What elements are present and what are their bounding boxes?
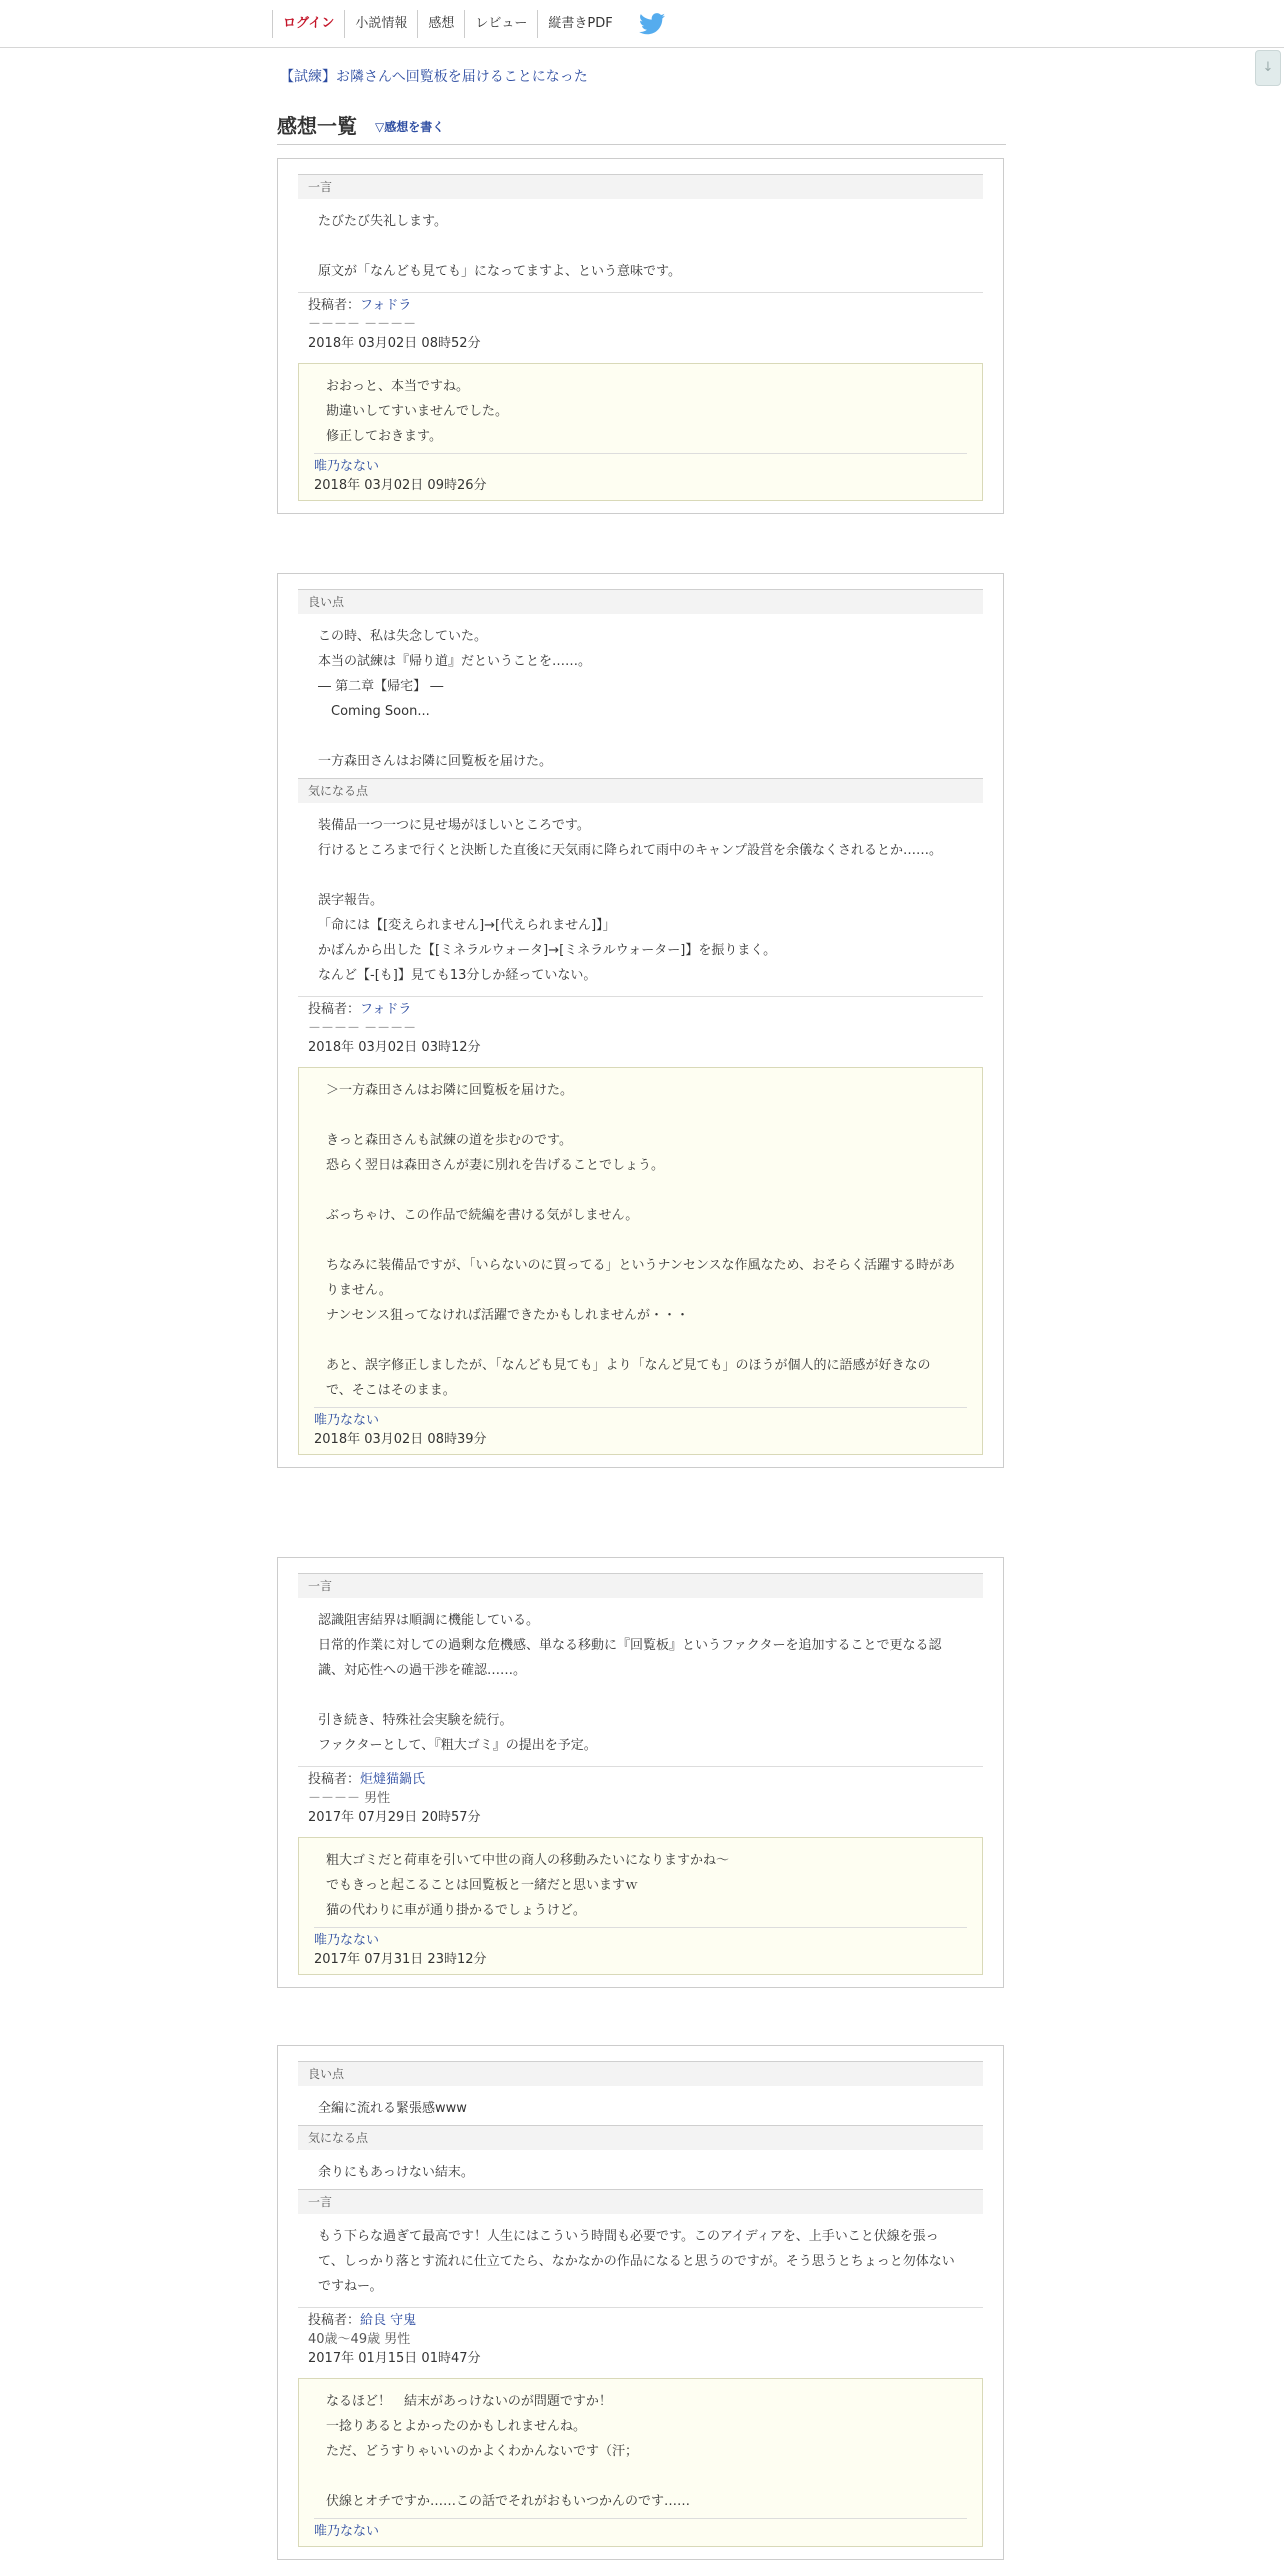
author-meta: 40歳～49歳 男性 <box>308 2332 411 2347</box>
reply-line: なるほど！ 結末があっけないのが問題ですか！ <box>326 2394 612 2409</box>
author-reply <box>298 363 983 501</box>
reply-author[interactable]: 唯乃なない <box>314 1413 380 1428</box>
comment-line: 一方森田さんはお隣に回覧板を届けた。 <box>318 754 553 769</box>
post-date: 2018年 03月02日 08時52分 <box>308 336 481 351</box>
reply-date: 2018年 03月02日 08時39分 <box>314 1432 487 1447</box>
author-meta: －－－－ 男性 <box>308 1791 391 1806</box>
comment-line: 誤字報告。 <box>318 893 384 908</box>
reply-line: ただ、どうすりゃいいのかよくわかんないです（汗； <box>326 2444 639 2459</box>
comment-line: たびたび失礼します。 <box>318 214 447 229</box>
author-link[interactable]: 給良 守鬼 <box>360 2313 417 2328</box>
author-meta: －－－－ －－－－ <box>308 1021 417 1036</box>
review-card <box>277 573 1004 1468</box>
author-prefix: 投稿者： <box>308 1002 361 1017</box>
reply-line <box>326 1228 955 1253</box>
author-info <box>298 1766 983 1827</box>
nav-login-link[interactable]: ログイン <box>272 10 344 38</box>
write-impression-link[interactable]: ▽感想を書く <box>375 120 445 134</box>
reply-line: ナンセンス狙ってなければ活躍できたかもしれませんが・・・ <box>326 1308 689 1323</box>
comment-line: 装備品一つ一つに見せ場がほしいところです。 <box>318 818 590 833</box>
author-reply <box>298 1837 983 1975</box>
reply-line <box>326 2464 955 2489</box>
reply-line: 猫の代わりに車が通り掛かるでしょうけど。 <box>326 1903 586 1918</box>
nav-impressions-link[interactable]: 感想 <box>417 10 464 38</box>
comment-line <box>318 1683 963 1708</box>
reply-footer <box>314 1927 967 1971</box>
post-date: 2017年 07月29日 20時57分 <box>308 1810 481 1825</box>
reply-line: 伏線とオチですか……この話でそれがおもいつかんのです…… <box>326 2494 691 2509</box>
comment-line: 日常的作業に対しての過剰な危機感、単なる移動に『回覧板』というファクターを追加することで更なる認識、対応性への過干渉を確認……。 <box>318 1638 942 1678</box>
section-label: 一言 <box>298 2189 983 2214</box>
section-body <box>298 2150 983 2189</box>
comment-line: 余りにもあっけない結末。 <box>318 2165 474 2180</box>
author-reply <box>298 1067 983 1455</box>
comment-line: この時、私は失念していた。 <box>318 629 488 644</box>
twitter-bird-icon[interactable] <box>639 13 665 35</box>
comment-line: 原文が「なんども見ても」になってますよ、という意味です。 <box>318 264 681 279</box>
reply-line: 粗大ゴミだと荷車を引いて中世の商人の移動みたいになりますかね～ <box>326 1853 730 1868</box>
comment-line: かばんから出した【[ミネラルウォータ]→[ミネラルウォーター]】を振りまく。 <box>318 943 777 958</box>
section-body <box>298 614 983 778</box>
reply-line: ちなみに装備品ですが、「いらないのに買ってる」というナンセンスな作風なため、おそらく活躍する時がありません。 <box>326 1258 955 1298</box>
reply-body <box>314 2389 967 2518</box>
reply-author[interactable]: 唯乃なない <box>314 2524 380 2539</box>
reply-date: 2018年 03月02日 09時26分 <box>314 478 487 493</box>
section-body <box>298 2086 983 2125</box>
comment-line: なんど【-[も]】見ても13分しか経っていない。 <box>318 968 597 983</box>
author-row <box>308 296 973 315</box>
nav-vertical-pdf-link[interactable]: 縦書きPDF <box>537 10 622 38</box>
comment-line: 認識阻害結界は順調に機能している。 <box>318 1613 540 1628</box>
comment-line <box>318 724 963 749</box>
section-body <box>298 199 983 288</box>
comment-line: もう下らな過ぎて最高です！人生にはこういう時間も必要です。このアイディアを、上手いこと伏線を張って、しっかり落とす流れに仕立てたら、なかなかの作品になると思うのですが。そう思うとちょっと勿体ないですねー。 <box>318 2229 955 2294</box>
author-row <box>308 1770 973 1789</box>
scroll-down-button[interactable]: ↓ <box>1255 50 1281 86</box>
comment-line: 本当の試練は『帰り道』だということを……。 <box>318 654 592 669</box>
reply-line: 恐らく翌日は森田さんが妻に別れを告げることでしょう。 <box>326 1158 665 1173</box>
comment-line: 行けるところまで行くと決断した直後に天気雨に降られて雨中のキャンプ設営を余儀なくされるとか……。 <box>318 843 943 858</box>
review-card <box>277 2045 1004 2560</box>
author-link[interactable]: フォドラ <box>360 1002 412 1017</box>
reply-line <box>326 1328 955 1353</box>
author-prefix: 投稿者： <box>308 298 361 313</box>
section-label: 気になる点 <box>298 778 983 803</box>
reply-line: おおっと、本当ですね。 <box>326 379 470 394</box>
section-label: 良い点 <box>298 589 983 614</box>
comment-line: 引き続き、特殊社会実験を続行。 <box>318 1713 513 1728</box>
nav-novel-info-link[interactable]: 小説情報 <box>344 10 417 38</box>
author-meta: －－－－ －－－－ <box>308 317 417 332</box>
reply-author[interactable]: 唯乃なない <box>314 1933 380 1948</box>
reply-line: きっと森田さんも試練の道を歩むのです。 <box>326 1133 572 1148</box>
comment-line: Coming Soon... <box>318 704 430 719</box>
reply-date: 2017年 07月31日 23時12分 <box>314 1952 487 1967</box>
author-row <box>308 1000 973 1019</box>
comment-line <box>318 234 963 259</box>
comment-line: ― 第二章【帰宅】 ― <box>318 679 444 694</box>
author-prefix: 投稿者： <box>308 2313 361 2328</box>
author-info <box>298 996 983 1057</box>
review-card <box>277 1557 1004 1988</box>
post-date: 2018年 03月02日 03時12分 <box>308 1040 481 1055</box>
author-reply <box>298 2378 983 2547</box>
section-label: 一言 <box>298 1573 983 1598</box>
section-body <box>298 803 983 992</box>
comment-line: 全編に流れる緊張感www <box>318 2101 467 2116</box>
reply-line: 一捻りあるとよかったのかもしれませんね。 <box>326 2419 587 2434</box>
reply-line: 勘違いしてすいませんでした。 <box>326 404 509 419</box>
section-label: 一言 <box>298 174 983 199</box>
reply-line: 修正しておきます。 <box>326 429 442 444</box>
reply-body <box>314 1848 967 1927</box>
page-heading <box>277 108 1006 145</box>
author-info <box>298 292 983 353</box>
author-info <box>298 2307 983 2368</box>
top-navigation <box>0 0 1284 48</box>
reply-line: あと、誤字修正しましたが、「なんども見ても」より「なんど見ても」のほうが個人的に語感が好きなので、そこはそのまま。 <box>326 1358 931 1398</box>
author-row <box>308 2311 973 2330</box>
reply-footer <box>314 1407 967 1451</box>
comment-line: ファクターとして、『粗大ゴミ』の提出を予定。 <box>318 1738 597 1753</box>
novel-title-link[interactable]: 【試練】お隣さんへ回覧板を届けることになった <box>280 69 588 85</box>
reply-line: ぶっちゃけ、この作品で続編を書ける気がしません。 <box>326 1208 639 1223</box>
comment-line: 「命には【[変えられません]→[代えられません]】」 <box>318 918 616 933</box>
section-label: 良い点 <box>298 2061 983 2086</box>
author-link[interactable]: フォドラ <box>360 298 412 313</box>
reply-line <box>326 1178 955 1203</box>
comment-line <box>318 863 963 888</box>
section-body <box>298 2214 983 2303</box>
reply-footer <box>314 2518 967 2543</box>
reply-line <box>326 1103 955 1128</box>
section-label: 気になる点 <box>298 2125 983 2150</box>
reply-body <box>314 374 967 453</box>
author-link[interactable]: 炬燵猫鍋氏 <box>360 1772 426 1787</box>
reply-author[interactable]: 唯乃なない <box>314 459 380 474</box>
author-prefix: 投稿者： <box>308 1772 361 1787</box>
review-card <box>277 158 1004 514</box>
page-title: 感想一覧 <box>277 114 357 138</box>
reply-line: ＞一方森田さんはお隣に回覧板を届けた。 <box>326 1083 574 1098</box>
nav-review-link[interactable]: レビュー <box>464 10 537 38</box>
post-date: 2017年 01月15日 01時47分 <box>308 2351 481 2366</box>
reply-body <box>314 1078 967 1407</box>
reply-line: でもきっと起こることは回覧板と一緒だと思いますｗ <box>326 1878 639 1893</box>
reply-footer <box>314 453 967 497</box>
nav-links <box>272 10 665 38</box>
section-body <box>298 1598 983 1762</box>
